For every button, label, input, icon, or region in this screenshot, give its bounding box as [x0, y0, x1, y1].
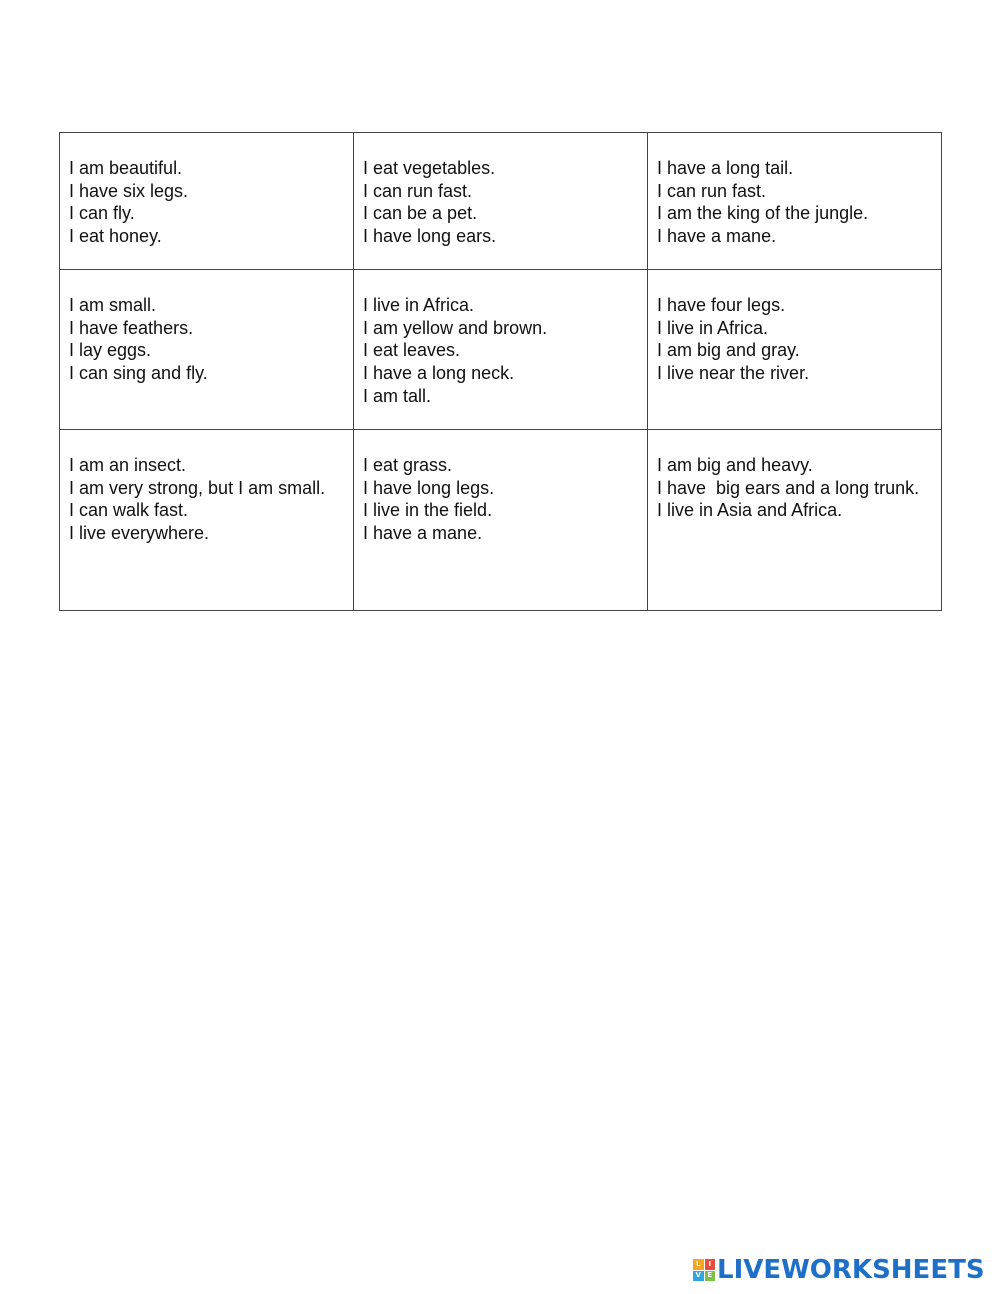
liveworksheets-logo — [693, 1254, 985, 1286]
riddle-line: I live in Asia and Africa. — [657, 500, 843, 521]
riddle-line: I lay eggs. — [69, 340, 152, 361]
riddle-card — [354, 270, 648, 430]
riddle-line: I live in Africa. — [657, 317, 769, 338]
card-row — [60, 430, 942, 611]
riddle-card — [354, 133, 648, 270]
riddle-line: I can run fast. — [363, 180, 473, 201]
riddle-line: I eat grass. — [363, 455, 453, 475]
riddle-card — [648, 430, 942, 611]
logo-wordmark: LIVEWORKSHEETS — [717, 1255, 985, 1285]
riddle-line: I can be a pet. — [363, 203, 478, 224]
riddle-line: I am big and heavy. — [657, 455, 813, 475]
logo-mark-letter: I — [705, 1259, 716, 1270]
riddle-line: I have a long neck. — [363, 363, 515, 384]
riddle-line: I am small. — [69, 295, 157, 315]
riddle-line: I have big ears and a long trunk. — [657, 477, 920, 498]
riddle-card — [354, 430, 648, 611]
riddle-line: I eat honey. — [69, 226, 162, 247]
riddle-card — [648, 270, 942, 430]
card-row — [60, 270, 942, 430]
card-row — [60, 133, 942, 270]
riddle-card — [648, 133, 942, 270]
logo-mark-letter: L — [693, 1259, 704, 1270]
riddle-line: I live near the river. — [657, 363, 810, 384]
logo-mark-letter: V — [693, 1271, 704, 1282]
riddle-line: I have four legs. — [657, 295, 786, 315]
riddle-line: I live everywhere. — [69, 523, 210, 544]
riddle-card — [60, 430, 354, 611]
riddle-line: I have long ears. — [363, 226, 497, 247]
riddle-line: I eat vegetables. — [363, 158, 496, 178]
riddle-line: I can sing and fly. — [69, 363, 208, 384]
riddle-line: I am an insect. — [69, 455, 187, 475]
riddle-line: I am big and gray. — [657, 340, 800, 361]
riddle-line: I live in the field. — [363, 500, 493, 521]
riddle-line: I eat leaves. — [363, 340, 461, 361]
riddle-card — [60, 133, 354, 270]
riddle-line: I can fly. — [69, 203, 135, 224]
riddle-line: I am beautiful. — [69, 158, 183, 178]
riddle-card — [60, 270, 354, 430]
riddle-line: I live in Africa. — [363, 295, 475, 315]
riddle-line: I have six legs. — [69, 180, 189, 201]
riddle-line: I have a mane. — [657, 226, 777, 247]
riddle-line: I have long legs. — [363, 477, 495, 498]
riddle-line: I have feathers. — [69, 317, 194, 338]
logo-mark-letter: E — [705, 1271, 716, 1282]
riddle-line: I have a long tail. — [657, 158, 794, 178]
riddle-line: I can run fast. — [657, 180, 767, 201]
riddle-line: I am yellow and brown. — [363, 317, 548, 338]
riddle-line: I can walk fast. — [69, 500, 189, 521]
riddle-line: I am tall. — [363, 385, 432, 406]
logo-mark-icon — [693, 1259, 715, 1281]
riddle-line: I am the king of the jungle. — [657, 203, 869, 224]
riddle-line: I am very strong, but I am small. — [69, 477, 326, 498]
riddle-card-table — [59, 132, 942, 611]
riddle-line: I have a mane. — [363, 523, 483, 544]
